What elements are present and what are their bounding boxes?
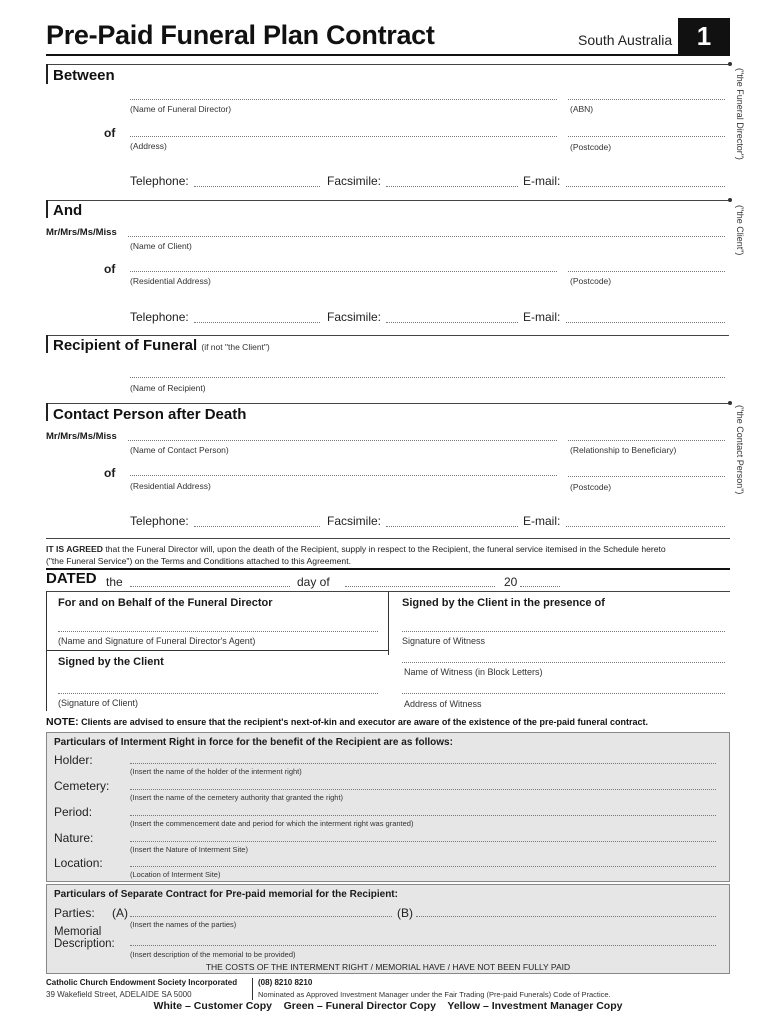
party-a-label: (A) [112,906,128,920]
costs-line: THE COSTS OF THE INTERMENT RIGHT / MEMORIAL HAVE / HAVE NOT BEEN FULLY PAID [205,962,571,972]
client-salutation: Mr/Mrs/Ms/Miss [46,227,117,238]
recipient-name-caption: (Name of Recipient) [130,383,206,393]
recipient-name-field[interactable] [130,377,725,378]
client-telephone-label: Telephone: [130,310,189,324]
note-label: NOTE: [46,716,79,728]
footer-copies: White – Customer Copy Green – Funeral Director Copy Yellow – Investment Manager Copy [153,1000,623,1012]
client-email-label: E-mail: [523,310,561,324]
director-email-label: E-mail: [523,174,561,188]
cemetery-caption: (Insert the name of the cemetery authority that granted the right) [130,793,344,802]
witness-signature-field[interactable] [402,631,725,632]
footer-address: 39 Wakefield Street, ADELAIDE SA 5000 [46,990,192,999]
contact-facsimile-label: Facsimile: [327,514,382,528]
header-rule [46,54,730,56]
recipient-note: (if not "the Client") [201,342,270,352]
memorial-desc-label-2: Description: [54,938,115,950]
between-side-label: ("the Funeral Director") [735,68,745,160]
footer-divider [252,978,253,1000]
interment-heading: Particulars of Interment Right in force for the benefit of the Recipient are as follows: [54,737,453,748]
memorial-desc-label-1: Memorial [54,926,102,938]
contact-relationship-field[interactable] [568,440,725,441]
and-title: And [53,202,83,219]
party-b-label: (B) [397,906,413,920]
director-postcode-caption: (Postcode) [570,142,612,152]
and-rule [46,200,729,201]
contact-of-label: of [104,466,116,480]
period-field[interactable] [130,815,716,816]
contact-salutation: Mr/Mrs/Ms/Miss [46,431,117,442]
director-email-field[interactable] [566,186,725,187]
nature-label: Nature: [54,831,94,845]
director-name-field[interactable] [130,99,557,100]
between-of-label: of [104,126,116,140]
client-postcode-field[interactable] [568,271,725,272]
party-b-field[interactable] [416,916,716,917]
contact-postcode-caption: (Postcode) [570,482,612,492]
cemetery-field[interactable] [130,789,716,790]
director-facsimile-field[interactable] [386,186,518,187]
dated-the: the [106,575,123,589]
agreement-line-2: ("the Funeral Service") on the Terms and Conditions attached to this Agreement. [46,556,351,566]
dated-rule [46,568,730,570]
between-bar [46,64,48,84]
client-address-caption: (Residential Address) [130,276,211,286]
contact-marker [728,401,732,405]
note-text: Clients are advised to ensure that the recipient's next-of-kin and executor are aware of the existence of the pre-paid funeral contract. [78,717,648,727]
contact-postcode-field[interactable] [568,476,725,477]
witness-addr-caption: Address of Witness [404,699,482,709]
contact-email-field[interactable] [566,526,725,527]
recipient-title [53,337,270,354]
client-facsimile-field[interactable] [386,322,518,323]
between-title: Between [53,67,115,84]
director-sign-heading: For and on Behalf of the Funeral Director [58,597,273,609]
holder-field[interactable] [130,763,716,764]
contact-address-caption: (Residential Address) [130,481,211,491]
director-address-field[interactable] [130,136,557,137]
signature-divider [388,591,389,655]
contact-side-label: ("the Contact Person") [735,405,745,495]
location-field[interactable] [130,866,716,867]
client-postcode-caption: (Postcode) [570,276,612,286]
abn-field[interactable] [568,99,725,100]
parties-caption: (Insert the names of the parties) [130,920,237,929]
memorial-heading: Particulars of Separate Contract for Pre-paid memorial for the Recipient: [54,889,398,900]
client-address-field[interactable] [130,271,557,272]
contact-relationship-caption: (Relationship to Beneficiary) [570,445,677,455]
recipient-title-text: Recipient of Funeral [53,337,198,354]
witness-address-field[interactable] [402,693,725,694]
client-facsimile-label: Facsimile: [327,310,382,324]
contact-bar [46,403,48,421]
director-telephone-label: Telephone: [130,174,189,188]
agreement-rule [46,538,730,539]
between-marker [728,62,732,66]
director-name-caption: (Name of Funeral Director) [130,104,232,114]
footer-org: Catholic Church Endowment Society Incorporated [46,978,238,987]
dated-month-field[interactable] [345,586,495,587]
recipient-rule [46,335,729,336]
client-sign-caption: (Signature of Client) [58,698,139,708]
director-box-bottom [46,650,388,651]
location-caption: (Location of Interment Site) [130,870,221,879]
director-postcode-field[interactable] [568,136,725,137]
form-number-badge [678,18,730,54]
state-label: South Australia [578,32,673,48]
witness-name-field[interactable] [402,662,725,663]
contact-facsimile-field[interactable] [386,526,518,527]
cemetery-label: Cemetery: [54,779,110,793]
party-a-field[interactable] [130,916,392,917]
holder-caption: (Insert the name of the holder of the interment right) [130,767,302,776]
footer-nomination: Nominated as Approved Investment Manager under the Fair Trading (Pre-paid Funerals) Code of Practice. [258,990,611,999]
director-facsimile-label: Facsimile: [327,174,382,188]
director-telephone-field[interactable] [194,186,320,187]
director-address-caption: (Address) [130,141,167,151]
contact-name-field[interactable] [128,440,557,441]
director-sign-caption: (Name and Signature of Funeral Director's Agent) [58,636,256,646]
contact-rule [46,403,729,404]
contact-telephone-field[interactable] [194,526,320,527]
nature-caption: (Insert the Nature of Interment Site) [130,845,248,854]
location-label: Location: [54,856,103,870]
footer-phone: (08) 8210 8210 [258,978,313,987]
director-box-left [46,591,47,711]
interment-panel [46,732,730,882]
between-rule [46,64,729,65]
and-side-label: ("the Client") [735,205,745,256]
parties-label: Parties: [54,906,95,920]
client-of-label: of [104,262,116,276]
agreement-line-1 [46,543,730,555]
client-name-field[interactable] [128,236,725,237]
contact-telephone-label: Telephone: [130,514,189,528]
memorial-desc-caption: (Insert description of the memorial to be provided) [130,950,296,959]
dated-year-field[interactable] [520,586,560,587]
witness-name-caption: Name of Witness (in Block Letters) [404,667,543,677]
agreement-text [46,543,730,567]
and-bar [46,200,48,218]
client-telephone-field[interactable] [194,322,320,323]
page-title: Pre-Paid Funeral Plan Contract [46,20,435,50]
form-number: 1 [696,21,712,51]
memorial-desc-field[interactable] [130,945,716,946]
agreement-lead: IT IS AGREED [46,544,103,554]
holder-label: Holder: [54,753,93,767]
contact-title: Contact Person after Death [53,406,247,423]
abn-caption: (ABN) [570,104,594,114]
dated-day-of: day of [297,575,330,589]
director-signature-field[interactable] [58,631,378,632]
client-email-field[interactable] [566,322,725,323]
dated-label: DATED [46,570,97,587]
note-line [46,716,648,728]
nature-field[interactable] [130,841,716,842]
dated-year-prefix: 20 [504,575,518,589]
dated-day-field[interactable] [130,586,290,587]
client-sign-heading: Signed by the Client [58,656,164,668]
contact-email-label: E-mail: [523,514,561,528]
recipient-bar [46,335,48,353]
contact-name-caption: (Name of Contact Person) [130,445,229,455]
contact-address-field[interactable] [130,475,557,476]
witness-sig-caption: Signature of Witness [402,636,486,646]
period-caption: (Insert the commencement date and period for which the interment right was granted) [130,819,414,828]
agreement-text-1: that the Funeral Director will, upon the death of the Recipient, supply in respect to the Recipient, the funeral service itemised in the Schedule hereto [102,544,666,554]
client-name-caption: (Name of Client) [130,241,192,251]
client-signature-field[interactable] [58,693,378,694]
and-marker [728,198,732,202]
witness-heading: Signed by the Client in the presence of [402,597,605,609]
period-label: Period: [54,805,93,819]
